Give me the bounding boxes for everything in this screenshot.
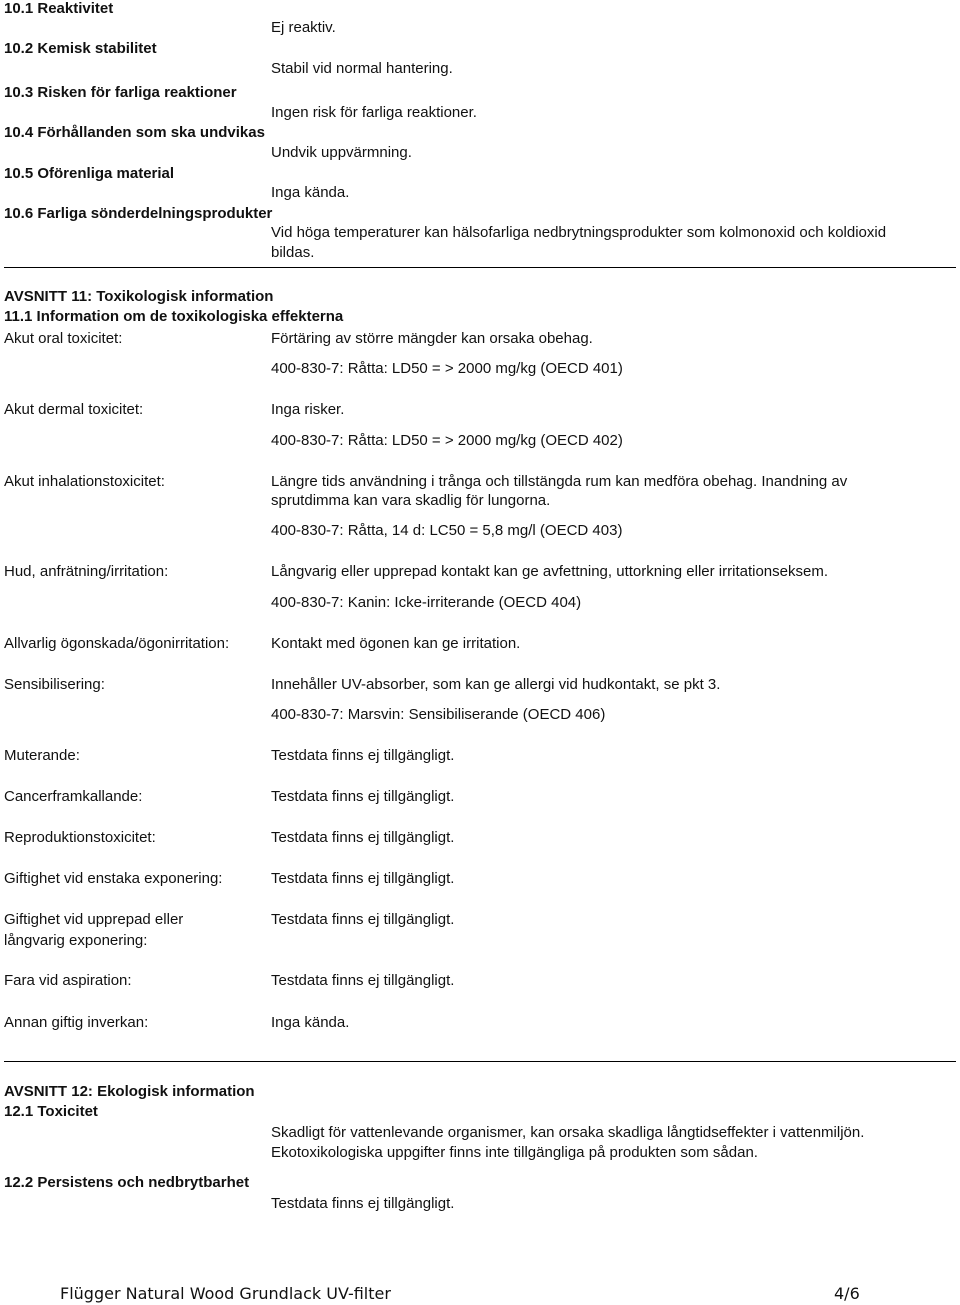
value-inhalation-line2: sprutdimma kan vara skadlig för lungorna. xyxy=(271,492,551,509)
label-repeated-exposure-line1: Giftighet vid upprepad eller xyxy=(4,911,184,928)
test-oral: 400-830-7: Råtta: LD50 = > 2000 mg/kg (OECD 401) xyxy=(271,360,623,377)
heading-12-1: 12.1 Toxicitet xyxy=(4,1103,98,1120)
value-repeated-exposure: Testdata finns ej tillgängligt. xyxy=(271,911,455,928)
label-carcinogenic: Cancerframkallande: xyxy=(4,788,143,805)
value-dermal: Inga risker. xyxy=(271,401,345,418)
value-mutagenic: Testdata finns ej tillgängligt. xyxy=(271,747,455,764)
value-10-1: Ej reaktiv. xyxy=(271,19,336,36)
label-inhalation: Akut inhalationstoxicitet: xyxy=(4,473,165,490)
footer-page-number: 4/6 xyxy=(834,1284,860,1303)
heading-12-2: 12.2 Persistens och nedbrytbarhet xyxy=(4,1174,250,1191)
section-divider xyxy=(4,267,956,268)
test-inhalation: 400-830-7: Råtta, 14 d: LC50 = 5,8 mg/l (OECD 403) xyxy=(271,522,623,539)
value-skin: Långvarig eller upprepad kontakt kan ge avfettning, uttorkning eller irritationseksem. xyxy=(271,563,828,580)
label-sensitisation: Sensibilisering: xyxy=(4,676,105,693)
value-10-4: Undvik uppvärmning. xyxy=(271,144,412,161)
label-dermal: Akut dermal toxicitet: xyxy=(4,401,144,418)
label-skin: Hud, anfrätning/irritation: xyxy=(4,563,169,580)
section-11-title: AVSNITT 11: Toxikologisk information xyxy=(4,288,274,305)
footer-product-name: Flügger Natural Wood Grundlack UV-filter xyxy=(60,1284,391,1303)
value-10-6-line1: Vid höga temperaturer kan hälsofarliga nedbrytningsprodukter som kolmonoxid och koldioxid xyxy=(271,224,887,241)
value-10-2: Stabil vid normal hantering. xyxy=(271,60,453,77)
heading-10-5: 10.5 Oförenliga material xyxy=(4,165,175,182)
value-10-6-line2: bildas. xyxy=(271,244,315,261)
heading-10-6: 10.6 Farliga sönderdelningsprodukter xyxy=(4,205,273,222)
heading-10-1: 10.1 Reaktivitet xyxy=(4,0,114,17)
value-12-1-line2: Ekotoxikologiska uppgifter finns inte tillgängliga på produkten som sådan. xyxy=(271,1144,758,1161)
value-other-toxic: Inga kända. xyxy=(271,1014,350,1031)
label-mutagenic: Muterande: xyxy=(4,747,80,764)
test-dermal: 400-830-7: Råtta: LD50 = > 2000 mg/kg (OECD 402) xyxy=(271,432,623,449)
value-carcinogenic: Testdata finns ej tillgängligt. xyxy=(271,788,455,805)
value-sensitisation: Innehåller UV-absorber, som kan ge allergi vid hudkontakt, se pkt 3. xyxy=(271,676,721,693)
value-eye: Kontakt med ögonen kan ge irritation. xyxy=(271,635,521,652)
value-single-exposure: Testdata finns ej tillgängligt. xyxy=(271,870,455,887)
section-divider xyxy=(4,1061,956,1062)
heading-11-1: 11.1 Information om de toxikologiska effekterna xyxy=(4,308,344,325)
label-aspiration: Fara vid aspiration: xyxy=(4,972,132,989)
label-oral: Akut oral toxicitet: xyxy=(4,330,123,347)
heading-10-3: 10.3 Risken för farliga reaktioner xyxy=(4,84,237,101)
value-12-1-line1: Skadligt för vattenlevande organismer, kan orsaka skadliga långtidseffekter i vattenmiljön. xyxy=(271,1124,865,1141)
label-eye: Allvarlig ögonskada/ögonirritation: xyxy=(4,635,230,652)
value-12-2: Testdata finns ej tillgängligt. xyxy=(271,1195,455,1212)
label-single-exposure: Giftighet vid enstaka exponering: xyxy=(4,870,223,887)
heading-10-2: 10.2 Kemisk stabilitet xyxy=(4,40,157,57)
value-oral: Förtäring av större mängder kan orsaka obehag. xyxy=(271,330,593,347)
test-sensitisation: 400-830-7: Marsvin: Sensibiliserande (OECD 406) xyxy=(271,706,606,723)
value-inhalation-line1: Längre tids användning i trånga och tillstängda rum kan medföra obehag. Inandning av xyxy=(271,473,848,490)
label-reproductive: Reproduktionstoxicitet: xyxy=(4,829,156,846)
value-10-3: Ingen risk för farliga reaktioner. xyxy=(271,104,477,121)
value-10-5: Inga kända. xyxy=(271,184,350,201)
label-repeated-exposure-line2: långvarig exponering: xyxy=(4,932,148,949)
heading-10-4: 10.4 Förhållanden som ska undvikas xyxy=(4,124,265,141)
value-reproductive: Testdata finns ej tillgängligt. xyxy=(271,829,455,846)
label-other-toxic: Annan giftig inverkan: xyxy=(4,1014,149,1031)
section-12-title: AVSNITT 12: Ekologisk information xyxy=(4,1083,255,1100)
value-aspiration: Testdata finns ej tillgängligt. xyxy=(271,972,455,989)
test-skin: 400-830-7: Kanin: Icke-irriterande (OECD 404) xyxy=(271,594,582,611)
